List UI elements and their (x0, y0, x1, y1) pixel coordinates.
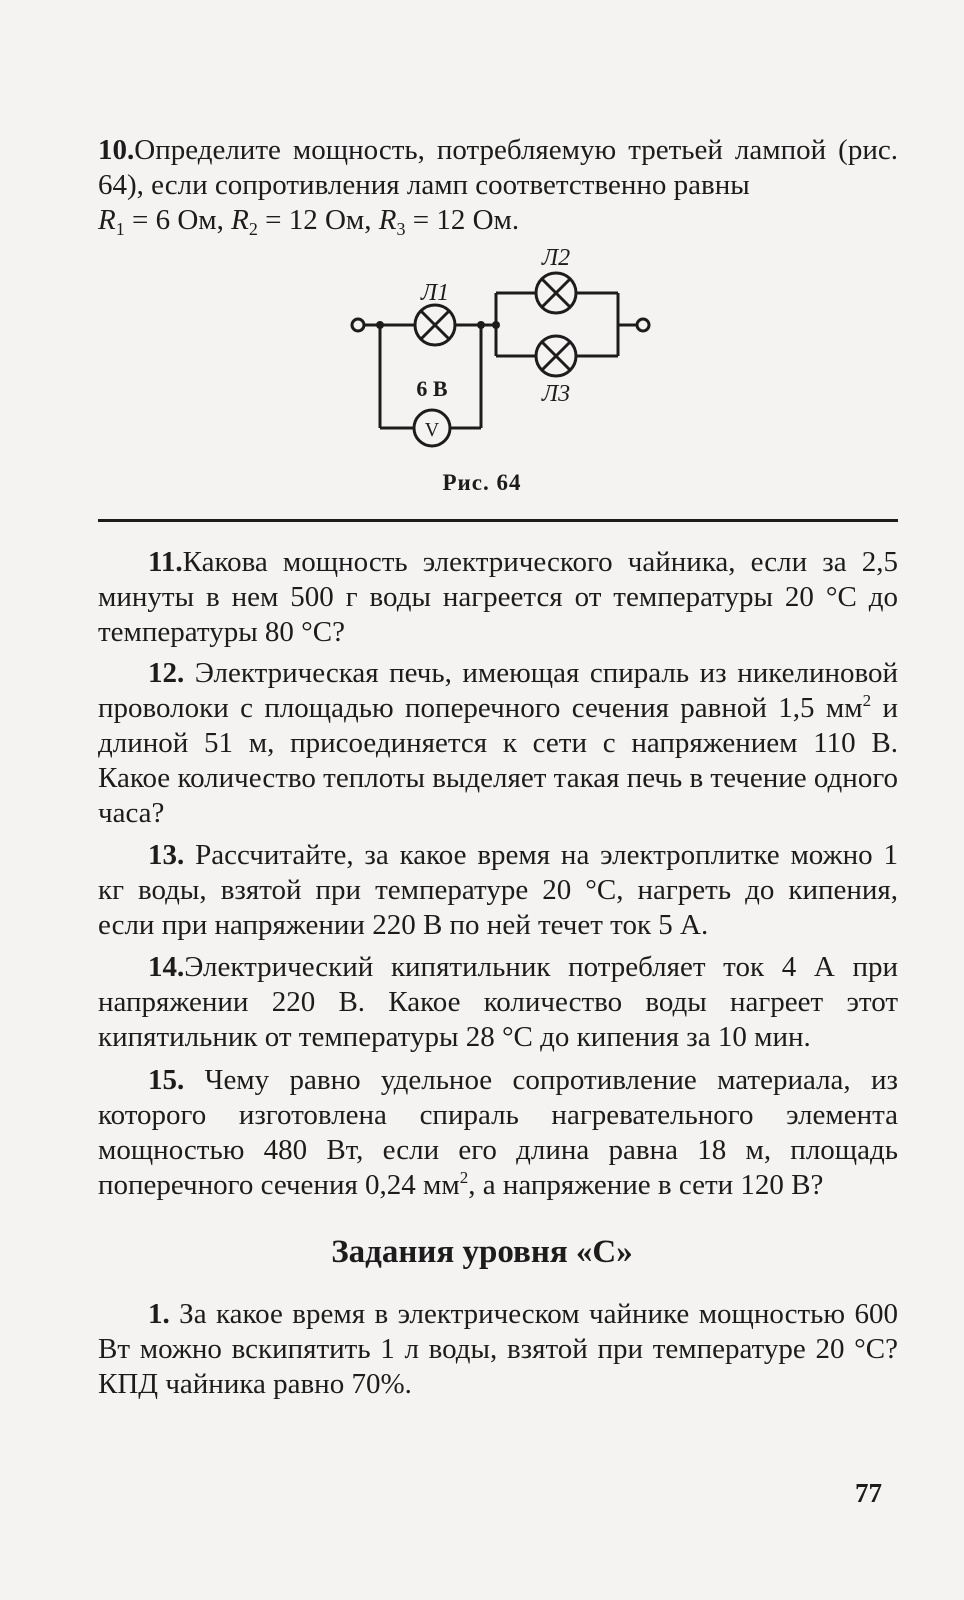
terminal-left (352, 319, 364, 331)
superscript: 2 (459, 1168, 469, 1187)
r3-symbol: R (378, 204, 397, 236)
problem-number: 13. (148, 839, 185, 871)
problem-11 (98, 545, 898, 650)
problem-number: 12. (148, 657, 185, 689)
lamp-2-label: Л2 (541, 245, 571, 271)
figure-caption: Рис. 64 (442, 470, 522, 495)
problem-text-continued: , а напряжение в сети 120 В? (468, 1169, 824, 1201)
junction-dot (477, 321, 485, 329)
section-heading: Задания уровня «С» (331, 1234, 633, 1270)
lamp-3-label: Л3 (541, 381, 571, 407)
r2-index: 2 (248, 219, 258, 239)
problem-12 (98, 656, 898, 831)
problem-text: Электрический кипятильник потребляет ток 4 А при напряжении 220 В. Какое количество воды нагреет этот кипятильник от температуры 28 °С до кипения за 10 мин. (98, 951, 898, 1053)
page-number: 77 (855, 1478, 882, 1508)
problem-text: За какое время в электрическом чайнике мощностью 600 Вт можно вскипятить 1 л воды, взятой при температуре 20 °С? КПД чайника равно 70%. (98, 1298, 898, 1400)
r1-symbol: R (98, 204, 116, 236)
problem-text: Какова мощность электрического чайника, если за 2,5 минуты в нем 500 г воды нагреется от температуры 20 °С до температуры 80 °С? (98, 546, 898, 648)
problem-14 (98, 950, 898, 1055)
problem-text: Рассчитайте, за какое время на электроплитке можно 1 кг воды, взятой при температуре 20 °С, нагреть до кипения, если при напряжении 220 В по ней течет ток 5 А. (98, 839, 898, 941)
r1-value: = 6 Ом, (124, 204, 232, 236)
problem-number: 14. (148, 951, 185, 983)
r1-index: 1 (115, 219, 125, 239)
section-divider (98, 519, 898, 522)
problem-text: Чему равно удельное сопротивление материала, из которого изготовлена спираль нагревательного элемента мощностью 480 Вт, если его длина равна 18 м, площадь поперечного сечения 0,24 мм (98, 1064, 898, 1201)
circuit-diagram (0, 0, 964, 470)
problem-13 (98, 838, 898, 943)
r2-symbol: R (231, 204, 249, 236)
voltmeter-symbol: V (424, 419, 440, 441)
problem-15 (98, 1063, 898, 1203)
r2-value: = 12 Ом, (257, 204, 379, 236)
lamp-3-icon (536, 336, 576, 376)
lamp-2-icon (536, 273, 576, 313)
junction-dot (376, 321, 384, 329)
junction-dot (492, 321, 500, 329)
problem-c1 (98, 1297, 898, 1402)
problem-text: Определите мощность, потребляемую третьей лампой (рис. 64), если сопротивления ламп соответственно равны (98, 134, 898, 201)
lamp-1-icon (415, 305, 455, 345)
lamp-1-label: Л1 (420, 280, 450, 306)
r3-index: 3 (396, 219, 406, 239)
terminal-right (637, 319, 649, 331)
problem-number: 1. (148, 1298, 170, 1330)
superscript: 2 (862, 691, 872, 710)
voltmeter-reading: 6 В (416, 376, 448, 401)
r3-value: = 12 Ом. (405, 204, 520, 236)
problem-number: 10. (98, 134, 135, 166)
problem-number: 15. (148, 1064, 185, 1096)
problem-text-continued: и длиной 51 м, присоединяется к сети с напряжением 110 В. Какое количество теплоты выделяет такая печь в течение одного часа? (98, 692, 898, 829)
problem-text: Электрическая печь, имеющая спираль из никелиновой проволоки с площадью поперечного сечения равной 1,5 мм (98, 657, 898, 724)
problem-number: 11. (148, 546, 183, 578)
